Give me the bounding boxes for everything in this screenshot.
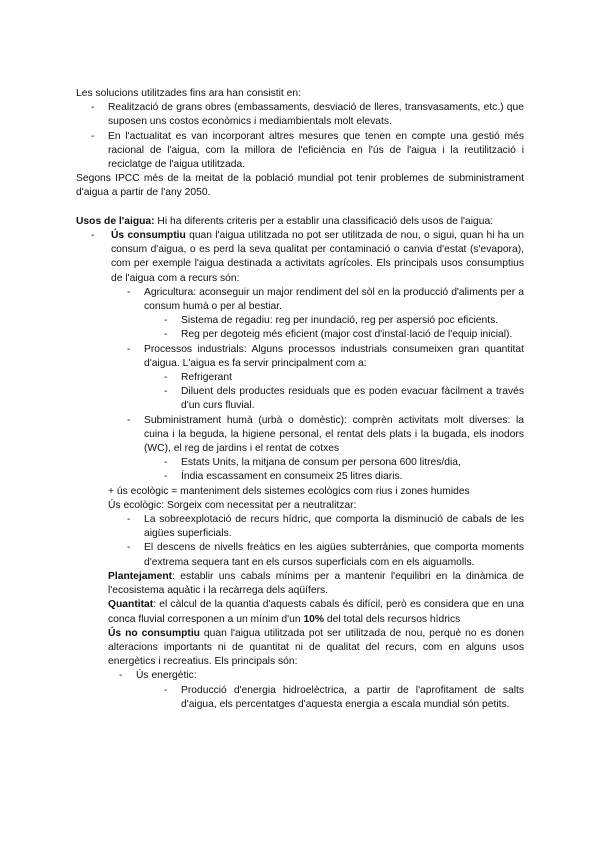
ipcc-paragraph: Segons IPCC més de la meitat de la població mundial pot tenir problemes de subministrament d'aigua a partir de l'any 2050. xyxy=(76,173,524,199)
list-item xyxy=(76,669,524,683)
list-item xyxy=(76,328,524,342)
list-item xyxy=(76,684,524,712)
bullet-dash: - xyxy=(127,414,131,426)
bullet-dash: - xyxy=(91,130,95,142)
list-item-text: Estats Units, la mitjana de consum per persona 600 litres/dia, xyxy=(181,457,461,469)
quantitat-text-end: del total dels recursos hídrics xyxy=(324,613,461,625)
plantejament-label: Plantejament xyxy=(108,570,173,582)
bullet-dash: - xyxy=(164,457,168,469)
bullet-dash: - xyxy=(164,329,168,341)
bullet-dash: - xyxy=(164,386,168,398)
bullet-dash: - xyxy=(119,670,123,682)
energetic-label: Ús energètic: xyxy=(136,670,197,682)
list-item-text: En l'actualitat es van incorporant altres mesures que tenen en compte una gestió més racional de l'aigua, com la millora de l'eficiència en l'ús de l'aigua i la reutilització i reciclatge de l'aigua utilitzada. xyxy=(108,130,524,171)
bullet-dash: - xyxy=(127,343,131,355)
ecologic-intro: Ús ecològic: Sorgeix com necessitat per a neutralitzar: xyxy=(108,499,357,511)
usos-heading: Usos de l'aigua: xyxy=(76,215,155,227)
list-item xyxy=(76,513,524,541)
consumptiu-text: quan l'aigua utilitzada no pot ser utilitzada de nou, o sigui, quan hi ha un consum d'aigua, o es perd la seva qualitat per contaminació o canvia d'estat (s'evapora), com per exemple l'aigua destinada a activitats agrícoles. Els principals usos consumptius de l'aigua com a recurs són: xyxy=(111,230,525,284)
agricultura-text: Agricultura: aconseguir un major rendiment del sòl en la producció d'aliments per a consum humà o per al bestiar. xyxy=(144,286,524,313)
spacer xyxy=(76,201,524,215)
list-item xyxy=(76,541,524,569)
bullet-dash: - xyxy=(127,286,131,298)
document-body xyxy=(76,87,524,712)
plantejament-text: : establir uns cabals mínims per a mantenir l'equilibri en la dinàmica de l'ecosistema aquàtic i la recàrrega dels aqüífers. xyxy=(108,570,524,597)
intro-paragraph: Les solucions utilitzades fins ara han consistit en: xyxy=(76,88,301,99)
list-item-text: Refrigerant xyxy=(181,372,232,384)
list-item xyxy=(76,385,524,413)
quantitat-text: : el càlcul de la quantia d'aquests cabals és difícil, però es considera que en una conca fluvial corresponen a un mínim d'un xyxy=(108,599,524,625)
list-item xyxy=(76,371,524,385)
list-item xyxy=(76,101,524,129)
quantitat-percent: 10% xyxy=(303,613,325,625)
consumptiu-label: Ús consumptiu xyxy=(111,230,186,242)
list-item-text: Reg per degoteig més eficient (major cost d'instal·lació de l'equip inicial). xyxy=(181,329,513,341)
bullet-dash: - xyxy=(164,684,168,696)
huma-text: Subministrament humà (urbà o domèstic): comprèn activitats molt diverses: la cuina i la beguda, la higiene personal, el rentat dels plats i la bugada, els inodors (WC), el reg de jardins i el rentat de cotxes xyxy=(144,414,524,455)
bullet-dash: - xyxy=(164,471,168,483)
list-item xyxy=(76,130,524,173)
bullet-dash: - xyxy=(164,315,168,327)
list-item-text: La sobreexplotació de recurs hídric, que comporta la disminució de cabals de les aigües superficials. xyxy=(144,514,524,540)
bullet-dash: - xyxy=(164,372,168,384)
industrials-text: Processos industrials: Alguns processos industrials consumeixen gran quantitat d'aigua. L'aigua es fa servir principalment com a: xyxy=(144,343,524,369)
quantitat-paragraph xyxy=(108,598,524,626)
list-item xyxy=(76,286,524,314)
no-consumptiu-text: quan l'aigua utilitzada pot ser utilitzada de nou, perquè no es donen alteracions importants ni de quantitat ni de qualitat del recurs, com en alguns usos energètics i recreatius. Els principals són: xyxy=(108,627,524,668)
no-consumptiu-label: Ús no consumptiu xyxy=(108,627,200,639)
list-item xyxy=(76,456,524,470)
list-item xyxy=(76,343,524,371)
usos-heading-text: Hi ha diferents criteris per a establir una classificació dels usos de l'aigua: xyxy=(154,215,494,227)
list-item xyxy=(76,314,524,328)
bullet-dash: - xyxy=(91,230,95,242)
usos-paragraph xyxy=(76,215,524,229)
bullet-dash: - xyxy=(127,514,131,526)
quantitat-label: Quantitat xyxy=(108,599,154,611)
list-item xyxy=(76,470,524,484)
bullet-dash: - xyxy=(127,542,131,554)
list-item xyxy=(76,229,524,286)
list-item-text: Índia escassament en consumeix 25 litres diaris. xyxy=(181,471,403,483)
list-item-text: Realització de grans obres (embassaments, desviació de lleres, transvasaments, etc.) que suposen uns costos econòmics i mediambientals molt elevats. xyxy=(108,102,524,128)
bullet-dash: - xyxy=(91,102,95,114)
ecologic-summary: + ús ecològic = manteniment dels sistemes ecològics com rius i zones humides xyxy=(108,485,470,497)
no-consumptiu-paragraph xyxy=(108,627,524,670)
list-item-text: Diluent dels productes residuals que es poden evacuar fàcilment a través d'un curs fluvial. xyxy=(181,386,524,412)
plantejament-paragraph xyxy=(108,570,524,598)
list-item xyxy=(76,414,524,457)
list-item-text: Producció d'energia hidroelèctrica, a partir de l'aprofitament de salts d'aigua, els percentatges d'aquesta energia a escala mundial són petits. xyxy=(181,684,524,710)
list-item-text: Sistema de regadiu: reg per inundació, reg per aspersió poc eficients. xyxy=(181,315,499,327)
list-item-text: El descens de nivells freàtics en les aigües subterrànies, que comporta moments d'extrema sequera tant en els cursos superficials com en els aiguamolls. xyxy=(144,542,524,568)
